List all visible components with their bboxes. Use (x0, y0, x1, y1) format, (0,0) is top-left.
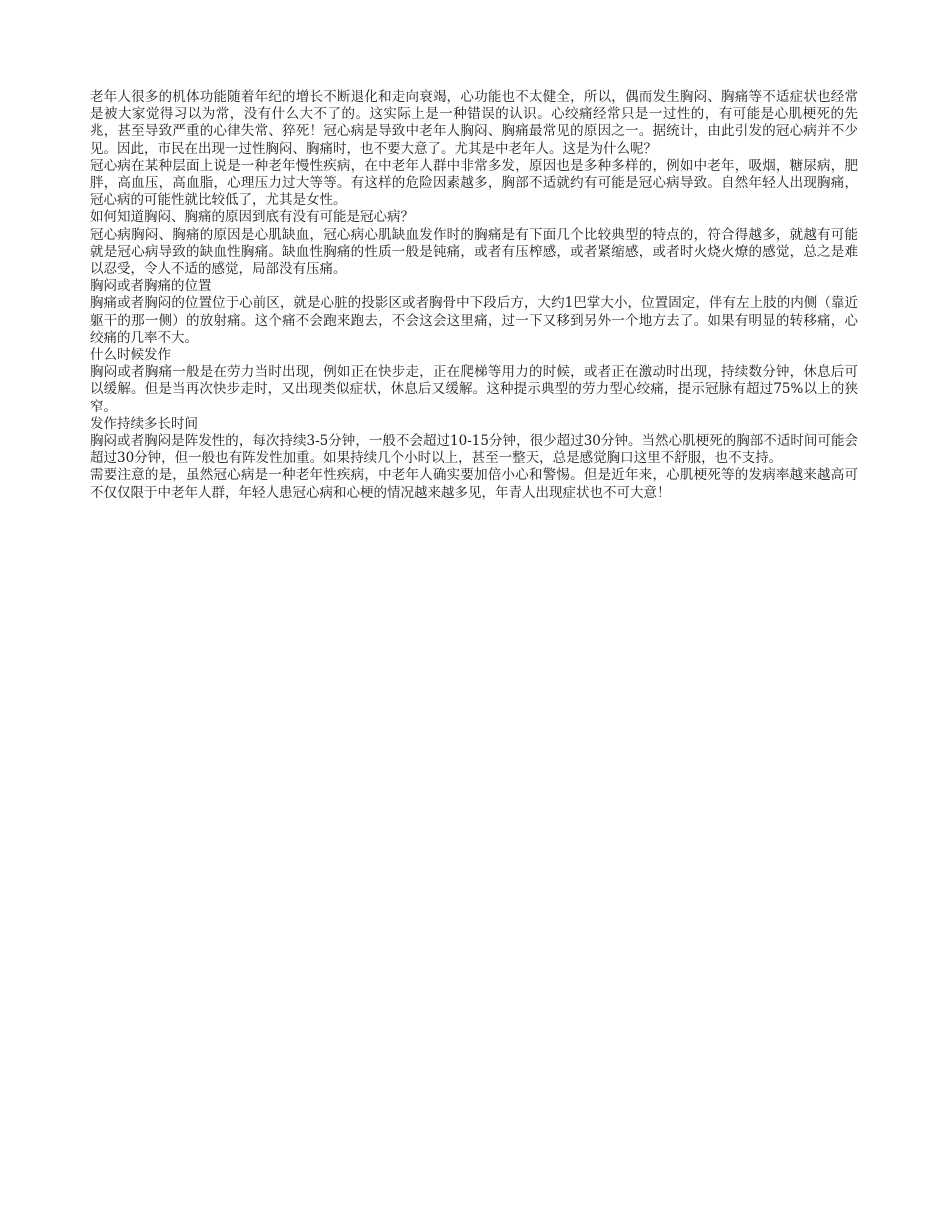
paragraph-duration: 胸闷或者胸闷是阵发性的，每次持续3-5分钟，一般不会超过10-15分钟，很少超过30分钟。当然心肌梗死的胸部不适时间可能会超过30分钟，但一般也有阵发性加重。如果持续几个小时以上，甚至一整天，总是感觉胸口这里不舒服，也不支持。 (90, 433, 858, 467)
paragraph-intro: 老年人很多的机体功能随着年纪的增长不断退化和走向衰竭，心功能也不太健全，所以，偶而发生胸闷、胸痛等不适症状也经常是被大家觉得习以为常，没有什么大不了的。这实际上是一种错误的认识。心绞痛经常只是一过性的，有可能是心肌梗死的先兆，甚至导致严重的心律失常、猝死！冠心病是导致中老年人胸闷、胸痛最常见的原因之一。据统计，由此引发的冠心病并不少见。因此，市民在出现一过性胸闷、胸痛时，也不要大意了。尤其是中老年人。这是为什么呢？ (90, 89, 858, 157)
paragraph-conclusion: 需要注意的是，虽然冠心病是一种老年性疾病，中老年人确实要加倍小心和警惕。但是近年来，心肌梗死等的发病率越来越高可不仅仅限于中老年人群，年轻人患冠心病和心梗的情况越来越多见，年青人出现症状也不可大意！ (90, 467, 858, 501)
paragraph-ischemia: 冠心病胸闷、胸痛的原因是心肌缺血，冠心病心肌缺血发作时的胸痛是有下面几个比较典型的特点的，符合得越多，就越有可能就是冠心病导致的缺血性胸痛。缺血性胸痛的性质一般是钝痛，或者有压榨感，或者紧缩感，或者时火烧火燎的感觉，总之是难以忍受，令人不适的感觉，局部没有压痛。 (90, 226, 858, 278)
paragraph-onset: 胸闷或者胸痛一般是在劳力当时出现，例如正在快步走，正在爬梯等用力的时候，或者正在激动时出现，持续数分钟，休息后可以缓解。但是当再次快步走时，又出现类似症状，休息后又缓解。这种提示典型的劳力型心绞痛，提示冠脉有超过75%以上的狭窄。 (90, 364, 858, 415)
article-body (90, 89, 858, 502)
section-heading-location: 胸闷或者胸痛的位置 (90, 278, 212, 295)
section-heading-duration: 发作持续多长时间 (90, 415, 198, 432)
paragraph-risk-factors: 冠心病在某种层面上说是一种老年慢性疾病，在中老年人群中非常多发，原因也是多种多样的，例如中老年，吸烟，糖尿病，肥胖，高血压，高血脂，心理压力过大等等。有这样的危险因素越多，胸部不适就约有可能是冠心病导致。自然年轻人出现胸痛，冠心病的可能性就比较低了，尤其是女性。 (90, 157, 858, 209)
section-heading-onset: 什么时候发作 (90, 347, 171, 364)
paragraph-location: 胸痛或者胸闷的位置位于心前区，就是心脏的投影区或者胸骨中下段后方，大约1巴掌大小，位置固定，伴有左上肢的内侧（靠近躯干的那一侧）的放射痛。这个痛不会跑来跑去，不会这会这里痛，过一下又移到另外一个地方去了。如果有明显的转移痛，心绞痛的几率不大。 (90, 295, 858, 346)
question-heading: 如何知道胸闷、胸痛的原因到底有没有可能是冠心病？ (90, 209, 414, 226)
